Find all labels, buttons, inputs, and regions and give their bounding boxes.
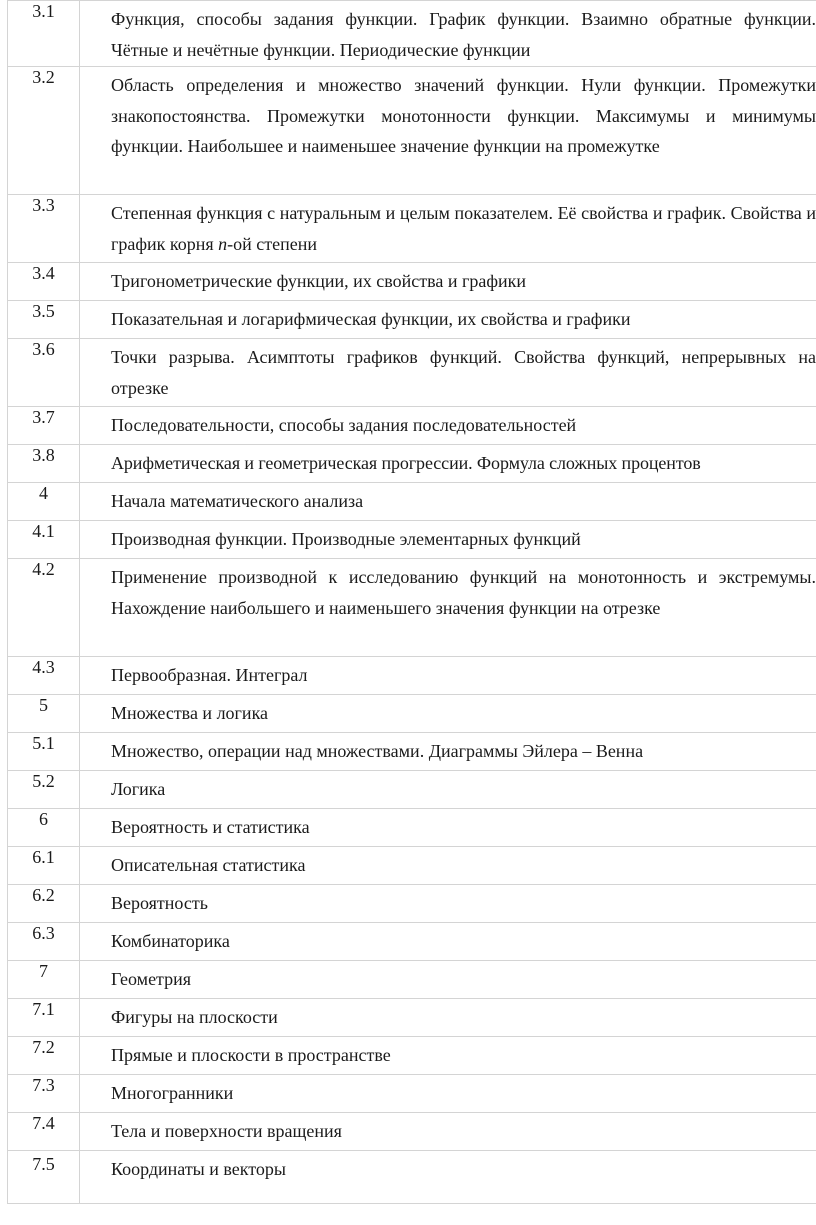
row-code: 7.4: [32, 1113, 55, 1133]
table-row: [8, 809, 816, 847]
row-code: 4.3: [32, 657, 55, 677]
row-code-cell: [8, 1, 80, 67]
row-text-cell: [80, 407, 816, 445]
row-code: 4: [39, 483, 48, 503]
row-code-cell: [8, 771, 80, 809]
row-code-cell: [8, 847, 80, 885]
row-text: Прямые и плоскости в пространстве: [111, 1045, 391, 1065]
row-code: 6: [39, 809, 48, 829]
row-text-cell: [80, 771, 816, 809]
row-text: Вероятность: [111, 893, 208, 913]
row-code-cell: [8, 521, 80, 559]
table-row: [8, 559, 816, 657]
row-code-cell: [8, 999, 80, 1037]
row-code: 5.1: [32, 733, 55, 753]
row-text: Многогранники: [111, 1083, 234, 1103]
table-row: [8, 733, 816, 771]
row-code-cell: [8, 263, 80, 301]
table-row: [8, 1075, 816, 1113]
row-text: Показательная и логарифмическая функции, их свойства и графики: [111, 309, 631, 329]
table-row: [8, 847, 816, 885]
row-text: Множества и логика: [111, 703, 269, 723]
row-code: 7.1: [32, 999, 55, 1019]
table-row: [8, 885, 816, 923]
row-code-cell: [8, 657, 80, 695]
row-text: Вероятность и статистика: [111, 817, 310, 837]
row-code-cell: [8, 559, 80, 657]
table-row: [8, 483, 816, 521]
row-code: 6.2: [32, 885, 55, 905]
row-text: Логика: [111, 779, 166, 799]
table-row: [8, 195, 816, 263]
row-text: Тригонометрические функции, их свойства и графики: [111, 271, 527, 291]
table-row: [8, 445, 816, 483]
table-row: [8, 1113, 816, 1151]
table-row: [8, 695, 816, 733]
row-code: 4.2: [32, 559, 55, 579]
row-text-cell: [80, 521, 816, 559]
row-text-cell: [80, 1113, 816, 1151]
row-code-cell: [8, 407, 80, 445]
table-row: [8, 1, 816, 67]
row-text-cell: [80, 1, 816, 67]
row-code: 3.2: [32, 67, 55, 87]
row-text: Применение производной к исследованию функций на монотонность и экстремумы. Нахождение наибольшего и наименьшего значения функции на отрезке: [111, 567, 816, 618]
row-text: Координаты и векторы: [111, 1159, 287, 1179]
table-row: [8, 67, 816, 195]
table-row: [8, 1151, 816, 1204]
row-text: Область определения и множество значений функции. Нули функции. Промежутки знакопостоянства. Промежутки монотонности функции. Максимумы и минимумы функции. Наибольшее и наименьшее значение функции на промежутке: [111, 75, 816, 156]
row-code: 5: [39, 695, 48, 715]
row-code-cell: [8, 885, 80, 923]
row-code: 3.6: [32, 339, 55, 359]
row-text: Фигуры на плоскости: [111, 1007, 278, 1027]
row-code: 7.5: [32, 1154, 55, 1174]
row-code: 3.7: [32, 407, 55, 427]
row-text-cell: [80, 961, 816, 999]
row-code: 6.3: [32, 923, 55, 943]
table-row: [8, 999, 816, 1037]
row-text-cell: [80, 847, 816, 885]
row-text-cell: [80, 339, 816, 407]
row-code-cell: [8, 445, 80, 483]
row-text-cell: [80, 445, 816, 483]
table-row: [8, 923, 816, 961]
row-text: Последовательности, способы задания последовательностей: [111, 415, 577, 435]
row-code-cell: [8, 809, 80, 847]
row-text-cell: [80, 999, 816, 1037]
table-row: [8, 521, 816, 559]
row-code: 5.2: [32, 771, 55, 791]
row-code: 3.8: [32, 445, 55, 465]
row-text-cell: [80, 301, 816, 339]
row-code-cell: [8, 923, 80, 961]
row-text-cell: [80, 885, 816, 923]
row-text-cell: [80, 1037, 816, 1075]
table-row: [8, 1037, 816, 1075]
row-text: Множество, операции над множествами. Диаграммы Эйлера – Венна: [111, 741, 644, 761]
row-code: 3.4: [32, 263, 55, 283]
row-code: 4.1: [32, 521, 55, 541]
row-text: Первообразная. Интеграл: [111, 665, 308, 685]
row-code-cell: [8, 1075, 80, 1113]
topics-table: [7, 0, 816, 1204]
row-text-cell: [80, 263, 816, 301]
row-text: Арифметическая и геометрическая прогрессии. Формула сложных процентов: [111, 453, 701, 473]
row-text: Описательная статистика: [111, 855, 306, 875]
row-code: 7: [39, 961, 48, 981]
row-code-cell: [8, 1151, 80, 1204]
row-text: Точки разрыва. Асимптоты графиков функций. Свойства функций, непрерывных на отрезке: [111, 347, 816, 398]
row-code-cell: [8, 483, 80, 521]
table-row: [8, 657, 816, 695]
row-text-cell: [80, 483, 816, 521]
table-row: [8, 263, 816, 301]
row-code: 6.1: [32, 847, 55, 867]
table-row: [8, 301, 816, 339]
table-row: [8, 961, 816, 999]
row-code: 3.3: [32, 195, 55, 215]
row-text-part: Степенная функция с натуральным и целым показателем. Её свойства и график. Свойства и график корня: [111, 203, 816, 254]
row-text-cell: [80, 67, 816, 195]
row-code-cell: [8, 733, 80, 771]
row-code: 7.3: [32, 1075, 55, 1095]
row-text-part: -ой степени: [227, 233, 318, 254]
row-code-cell: [8, 301, 80, 339]
row-text: Тела и поверхности вращения: [111, 1121, 342, 1141]
row-code-cell: [8, 67, 80, 195]
row-text-cell: [80, 695, 816, 733]
row-text-cell: [80, 657, 816, 695]
row-text: Функция, способы задания функции. График функции. Взаимно обратные функции. Чётные и нечётные функции. Периодические функции: [111, 9, 816, 60]
row-text: Производная функции. Производные элементарных функций: [111, 529, 581, 549]
row-text-cell: [80, 733, 816, 771]
row-text-italic: n: [218, 233, 228, 254]
row-text-cell: [80, 1151, 816, 1204]
row-text-cell: [80, 1075, 816, 1113]
row-code-cell: [8, 1113, 80, 1151]
row-code: 7.2: [32, 1037, 55, 1057]
row-text: [111, 195, 816, 259]
row-text-cell: [80, 559, 816, 657]
row-text: Начала математического анализа: [111, 491, 364, 511]
table-row: [8, 339, 816, 407]
row-code-cell: [8, 1037, 80, 1075]
row-code: 3.1: [32, 1, 55, 21]
table-row: [8, 407, 816, 445]
row-code-cell: [8, 695, 80, 733]
row-text: Геометрия: [111, 969, 192, 989]
row-code-cell: [8, 339, 80, 407]
row-text: Комбинаторика: [111, 931, 230, 951]
row-code-cell: [8, 961, 80, 999]
row-text-cell: [80, 809, 816, 847]
row-code: 3.5: [32, 301, 55, 321]
table-row: [8, 771, 816, 809]
row-text-cell: [80, 195, 816, 263]
row-code-cell: [8, 195, 80, 263]
row-text-cell: [80, 923, 816, 961]
